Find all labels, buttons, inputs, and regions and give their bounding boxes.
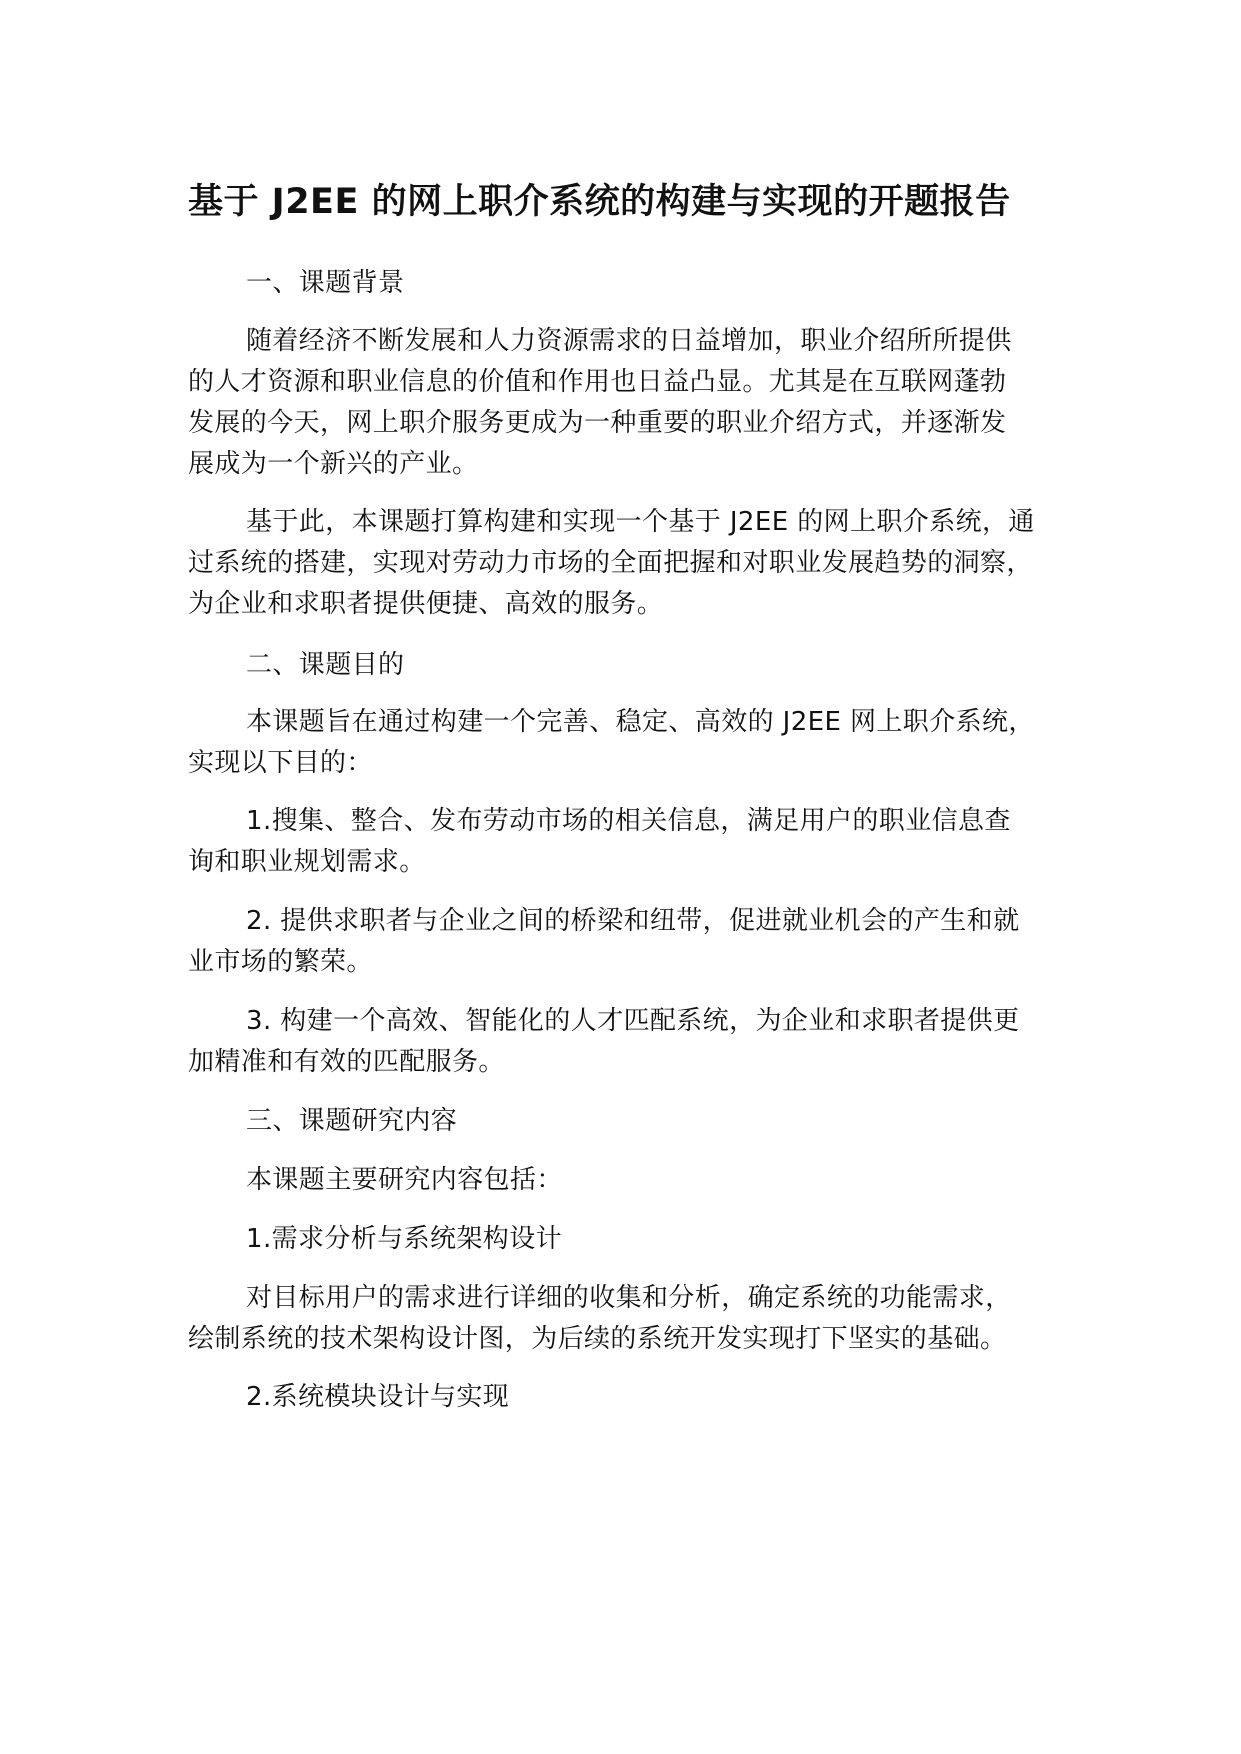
paragraph-line: 本课题旨在通过构建一个完善、稳定、高效的 J2EE 网上职介系统， [246, 707, 1035, 737]
list-item-line: 1.搜集、整合、发布劳动市场的相关信息，满足用户的职业信息查 [246, 806, 1011, 836]
paragraph-line: 对目标用户的需求进行详细的收集和分析，确定系统的功能需求， [246, 1283, 1012, 1313]
list-item-line: 询和职业规划需求。 [188, 847, 426, 877]
paragraph-line: 为企业和求职者提供便捷、高效的服务。 [188, 589, 664, 619]
list-item-line: 3. 构建一个高效、智能化的人才匹配系统，为企业和求职者提供更 [246, 1006, 1020, 1036]
paragraph-line: 随着经济不断发展和人力资源需求的日益增加，职业介绍所所提供 [246, 326, 1012, 356]
subheading-line: 2.系统模块设计与实现 [246, 1382, 510, 1412]
paragraph-line: 本课题主要研究内容包括： [246, 1165, 563, 1195]
list-item-line: 加精准和有效的匹配服务。 [188, 1047, 505, 1077]
paragraph-line: 发展的今天，网上职介服务更成为一种重要的职业介绍方式，并逐渐发 [188, 408, 1007, 438]
paragraph-line: 绘制系统的技术架构设计图，为后续的系统开发实现打下坚实的基础。 [188, 1324, 1007, 1354]
paragraph-line: 的人才资源和职业信息的价值和作用也日益凸显。尤其是在互联网蓬勃 [188, 367, 1007, 397]
subheading-line: 1.需求分析与系统架构设计 [246, 1224, 563, 1254]
paragraph-line: 基于此，本课题打算构建和实现一个基于 J2EE 的网上职介系统，通 [246, 507, 1035, 537]
document-title: 基于 J2EE 的网上职介系统的构建与实现的开题报告 [188, 182, 1011, 222]
section-heading-background: 一、课题背景 [246, 268, 405, 298]
section-heading-research-content: 三、课题研究内容 [246, 1106, 458, 1136]
paragraph-line: 过系统的搭建，实现对劳动力市场的全面把握和对职业发展趋势的洞察， [188, 548, 1033, 578]
paragraph-line: 展成为一个新兴的产业。 [188, 449, 479, 479]
section-heading-purpose: 二、课题目的 [246, 650, 405, 680]
list-item-line: 2. 提供求职者与企业之间的桥梁和纽带，促进就业机会的产生和就 [246, 906, 1020, 936]
list-item-line: 业市场的繁荣。 [188, 947, 373, 977]
paragraph-line: 实现以下目的： [188, 748, 373, 778]
